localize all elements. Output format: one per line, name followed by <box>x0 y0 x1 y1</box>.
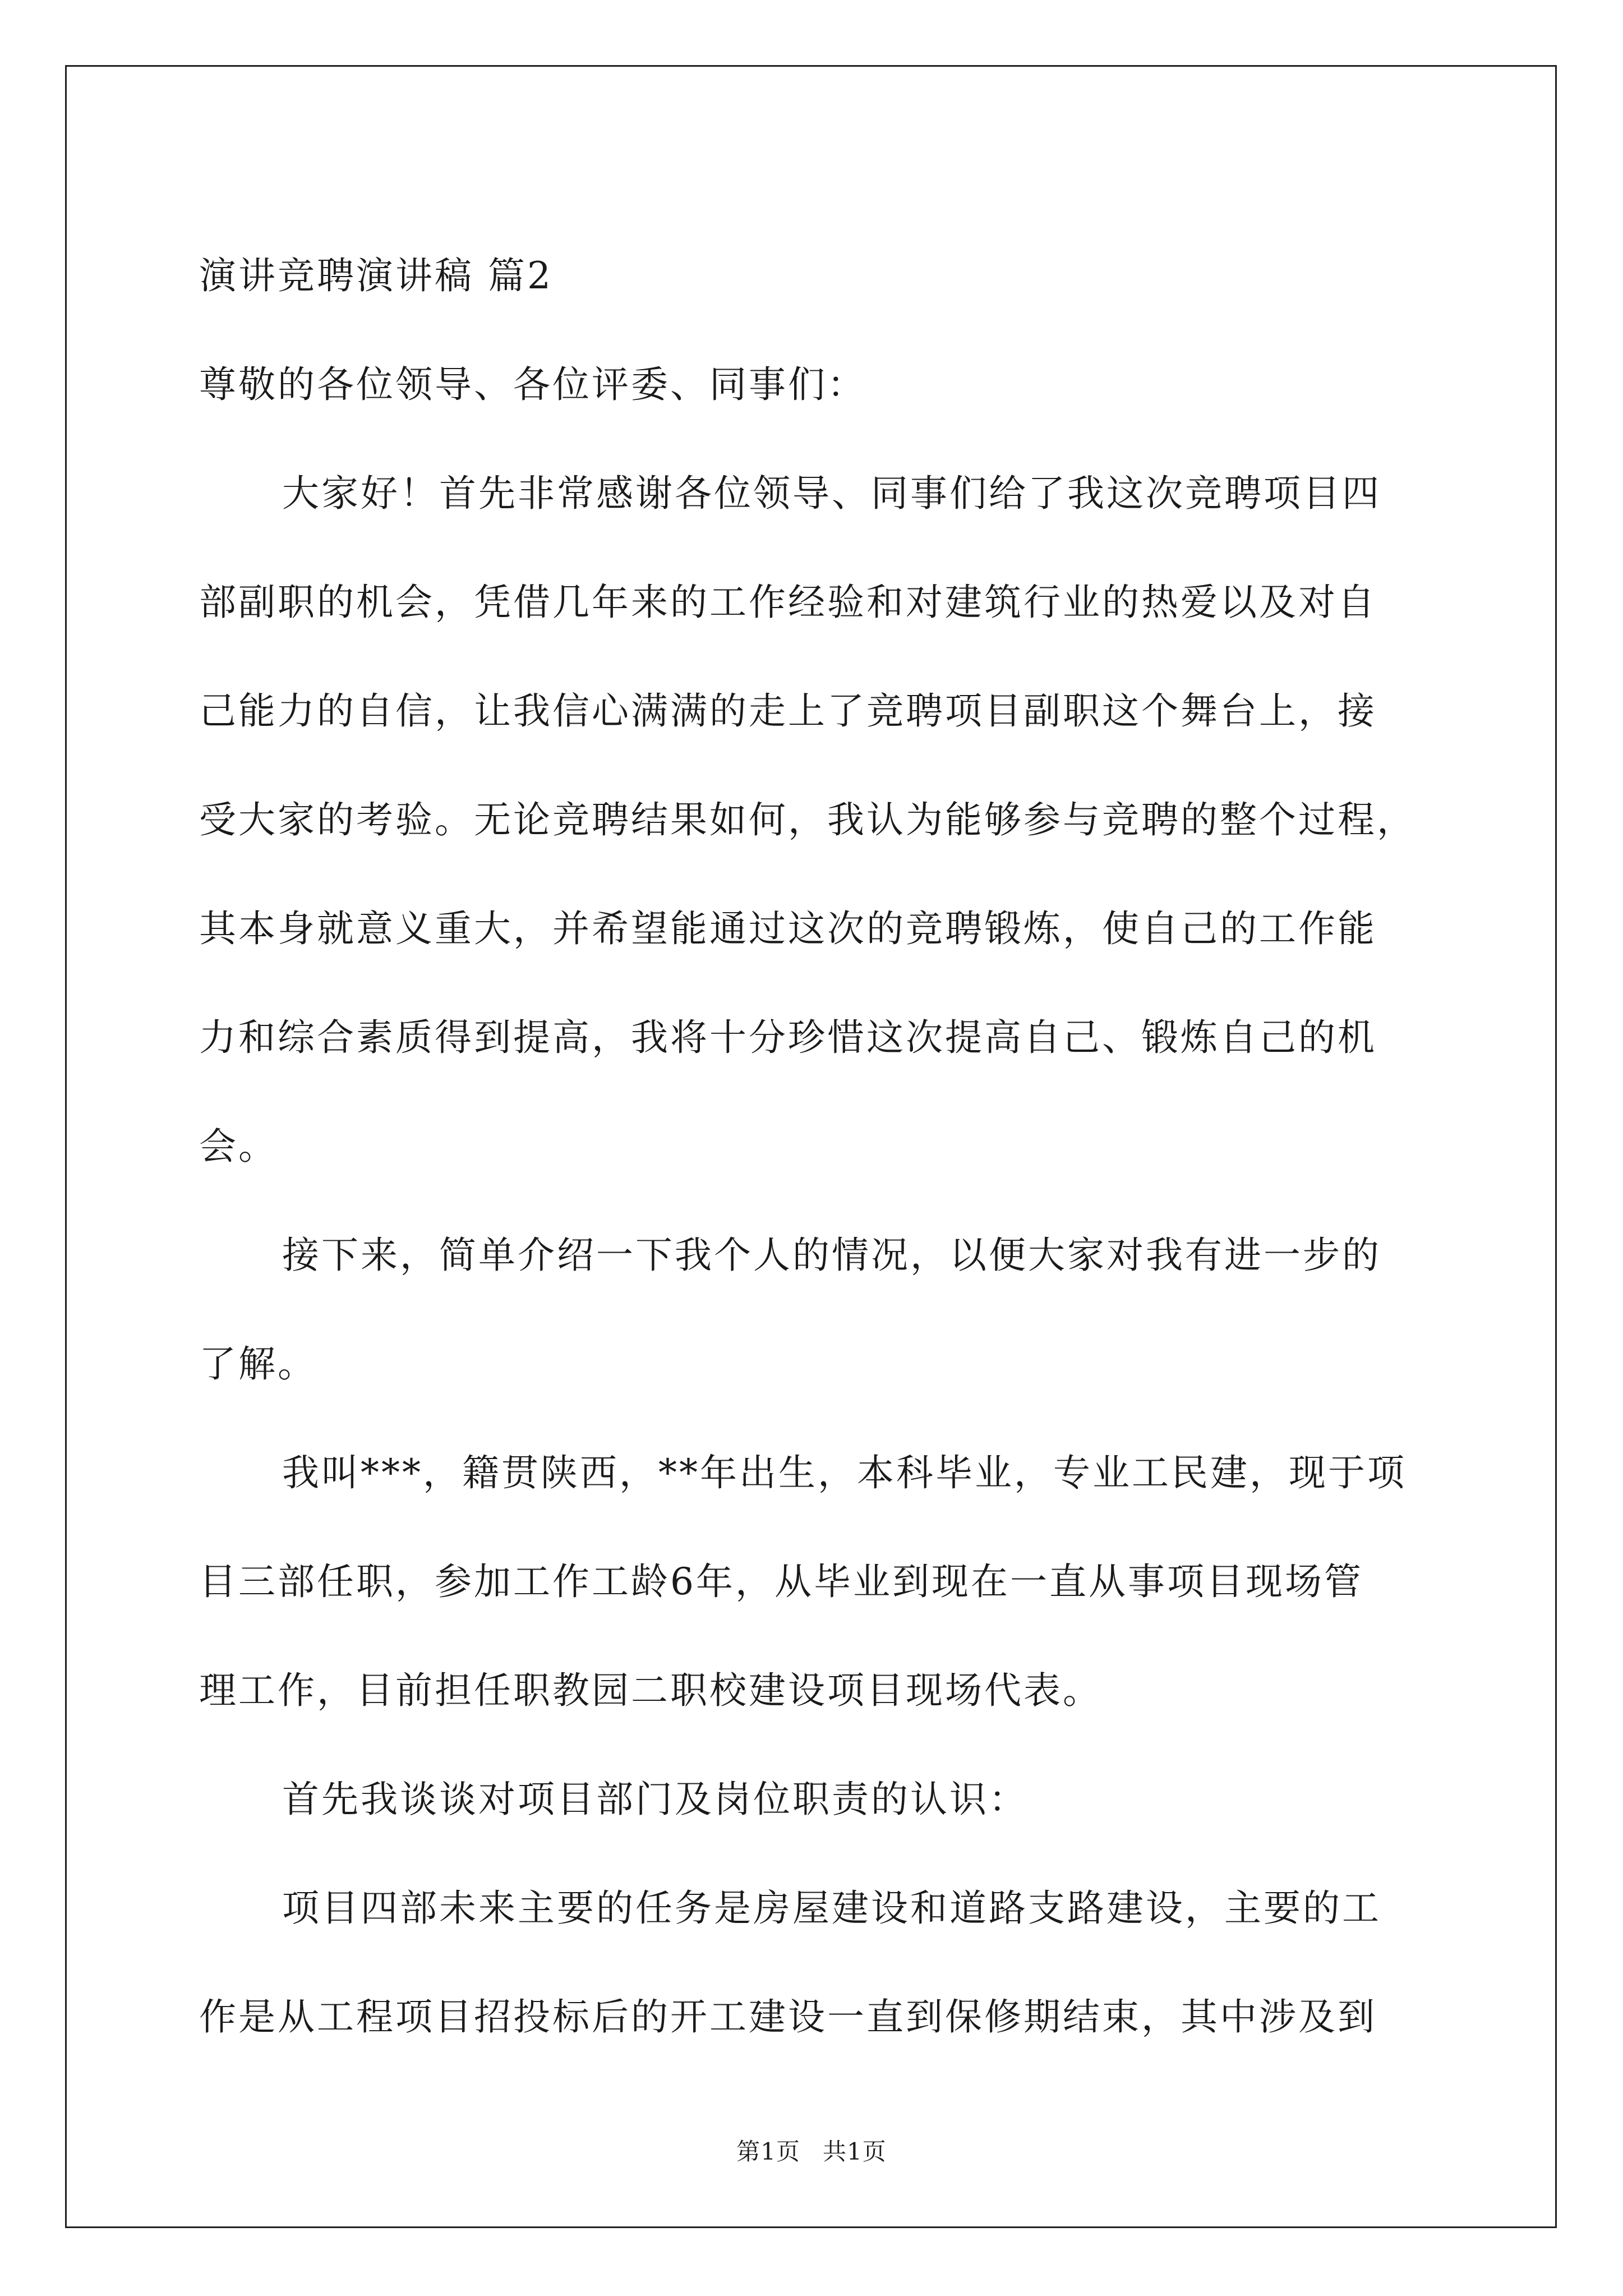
paragraph-line: 首先我谈谈对项目部门及岗位职责的认识： <box>282 1778 1028 1821</box>
page-footer <box>0 2135 1623 2169</box>
paragraph-line: 力和综合素质得到提高，我将十分珍惜这次提高自己、锻炼自己的机 <box>199 1016 1377 1059</box>
paragraph-line: 理工作，目前担任职教园二职校建设项目现场代表。 <box>199 1669 1102 1712</box>
paragraph-line: 受大家的考验。无论竞聘结果如何，我认为能够参与竞聘的整个过程， <box>199 798 1416 841</box>
paragraph-line: 项目四部未来主要的任务是房屋建设和道路支路建设，主要的工 <box>282 1887 1381 1930</box>
paragraph-line: 作是从工程项目招投标后的开工建设一直到保修期结束，其中涉及到 <box>199 1995 1377 2039</box>
paragraph-line: 部副职的机会，凭借几年来的工作经验和对建筑行业的热爱以及对自 <box>199 581 1377 624</box>
paragraph-line: 己能力的自信，让我信心满满的走上了竞聘项目副职这个舞台上，接 <box>199 689 1377 733</box>
salutation: 尊敬的各位领导、各位评委、同事们： <box>199 363 866 406</box>
paragraph-line: 接下来，简单介绍一下我个人的情况，以便大家对我有进一步的 <box>282 1234 1381 1277</box>
paragraph-line: 其本身就意义重大，并希望能通过这次的竞聘锻炼，使自己的工作能 <box>199 907 1377 950</box>
paragraph-line: 大家好！首先非常感谢各位领导、同事们给了我这次竞聘项目四 <box>282 472 1381 515</box>
paragraph-line: 我叫***，籍贯陕西，**年出生，本科毕业，专业工民建，现于项 <box>282 1451 1407 1494</box>
document-title: 演讲竞聘演讲稿 篇2 <box>199 254 553 297</box>
document-body <box>199 222 1427 2072</box>
page-total: 共1页 <box>823 2138 887 2165</box>
page-number: 第1页 <box>736 2138 800 2165</box>
paragraph-line: 会。 <box>199 1125 278 1168</box>
paragraph-line: 目三部任职，参加工作工龄6年，从毕业到现在一直从事项目现场管 <box>199 1560 1363 1603</box>
paragraph-line: 了解。 <box>199 1342 317 1386</box>
